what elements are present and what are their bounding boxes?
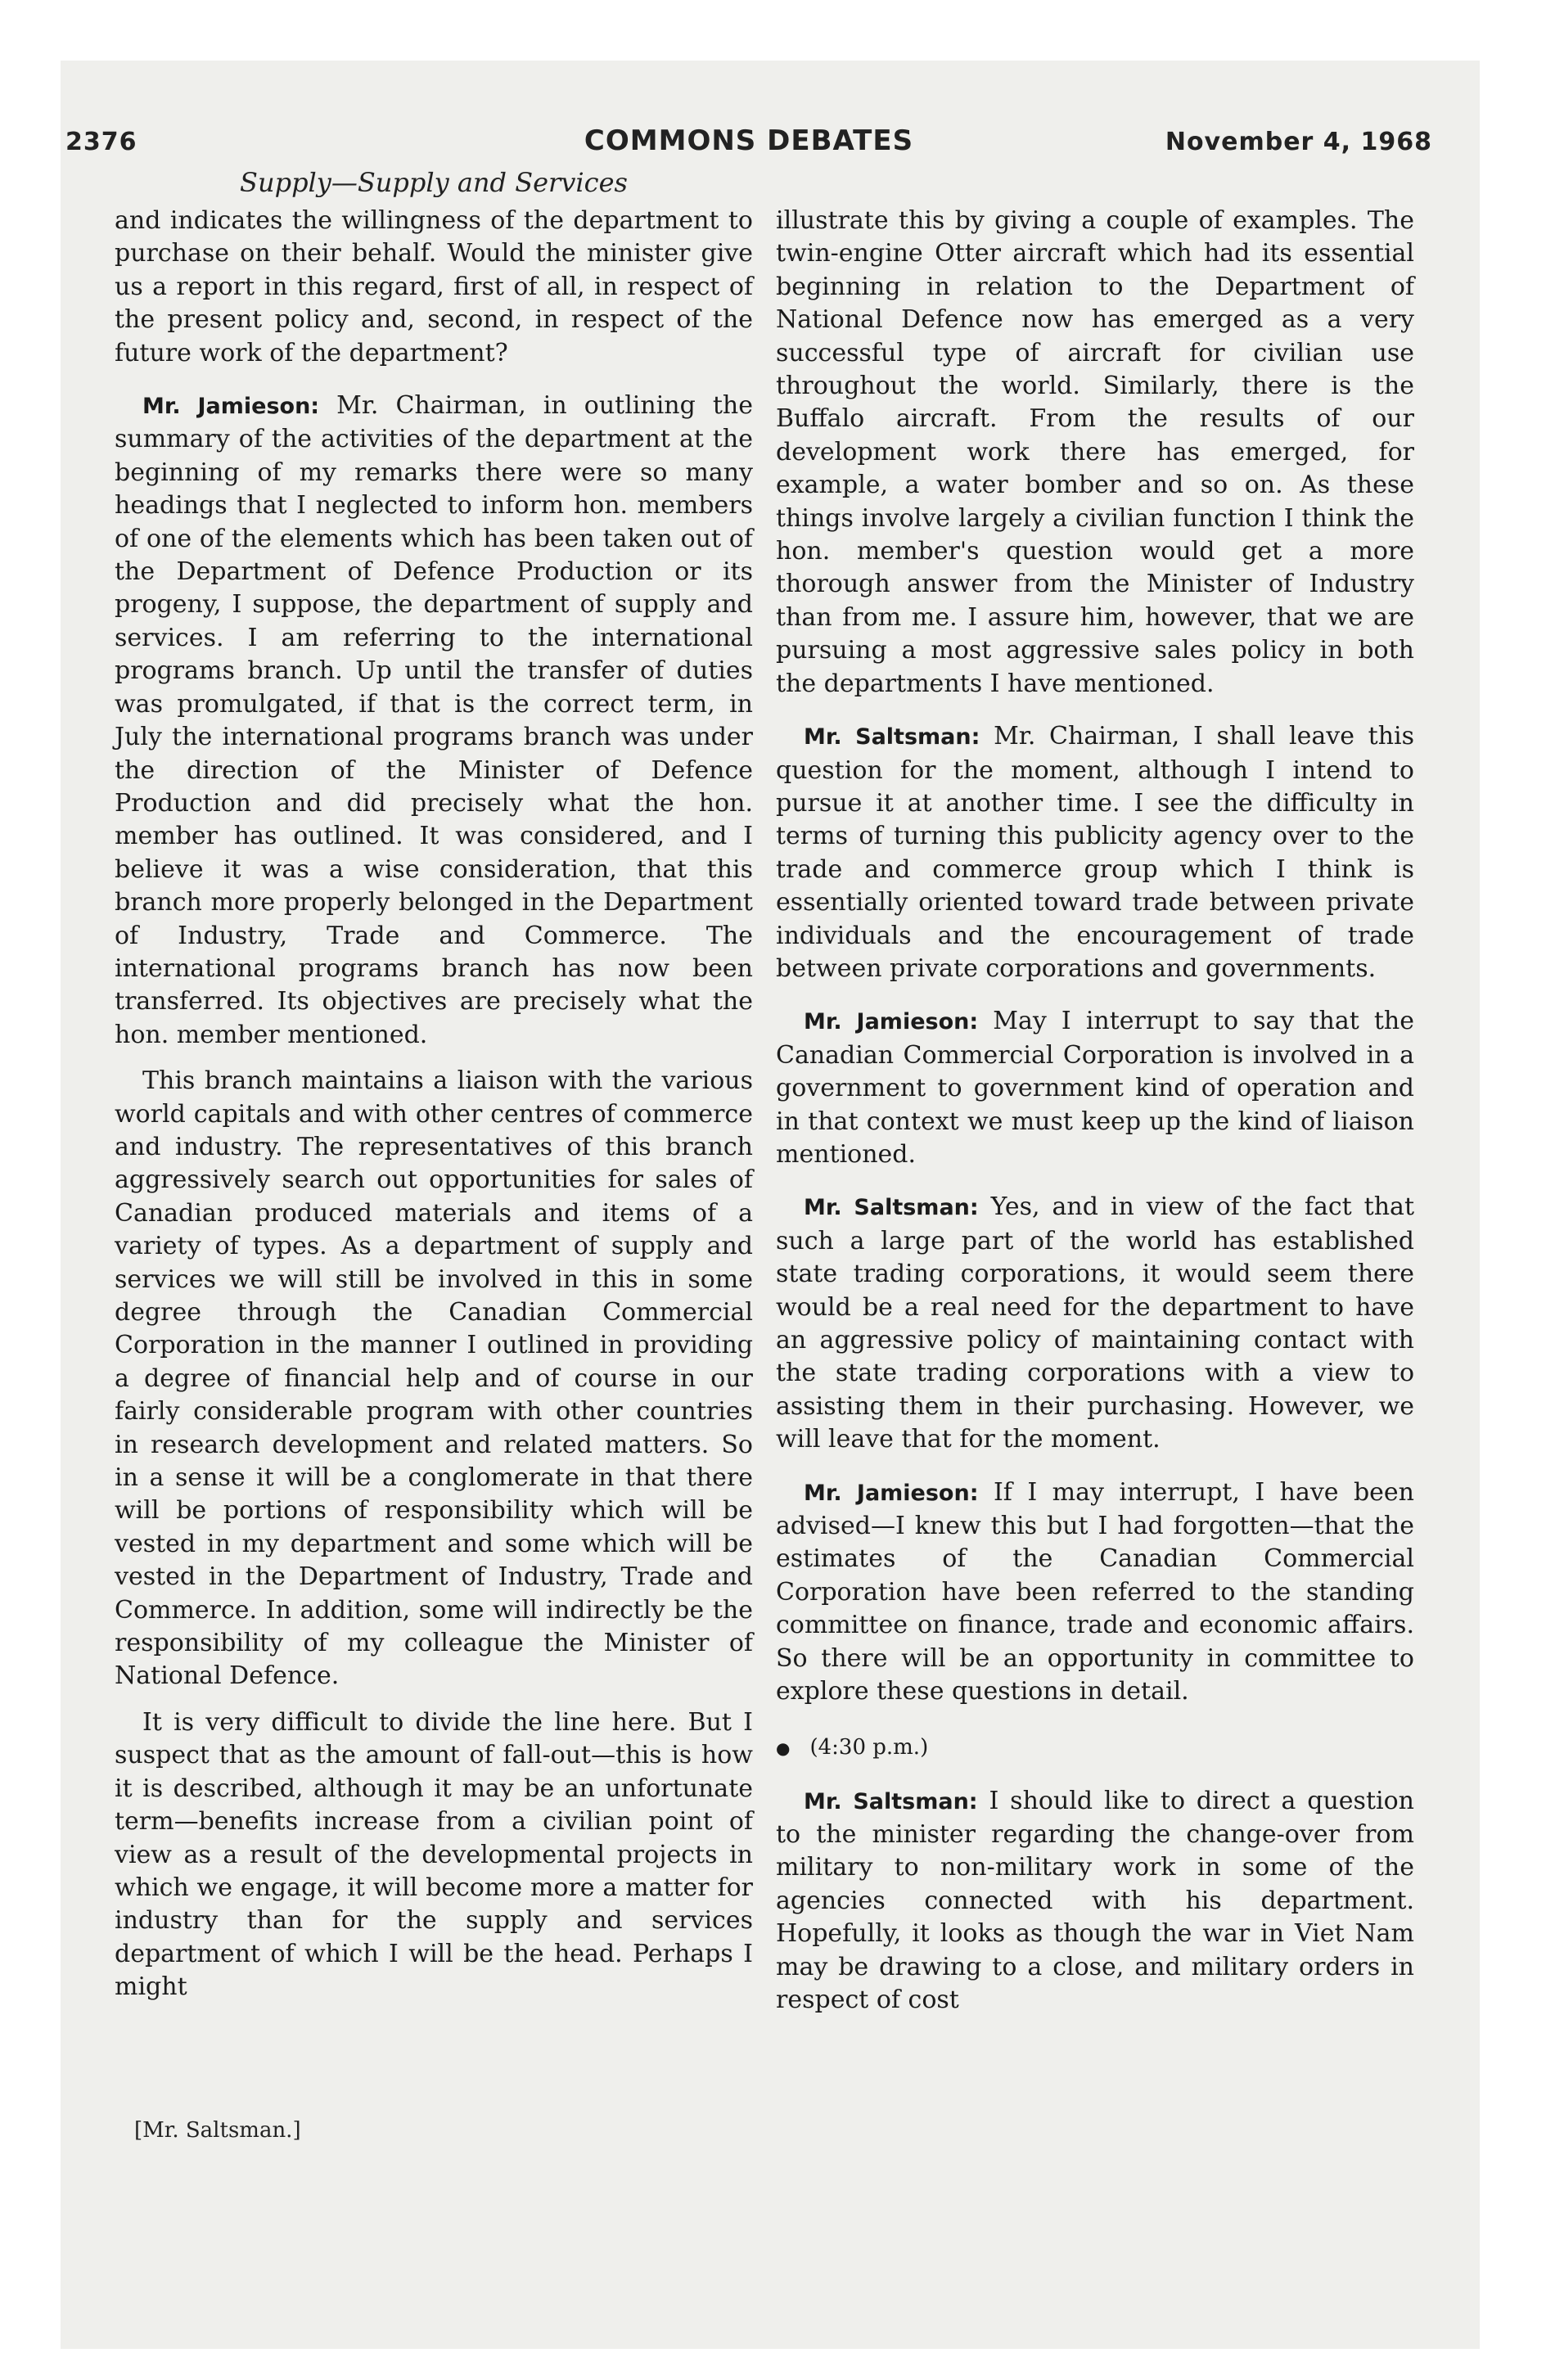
- publication-date: November 4, 1968: [1165, 128, 1432, 156]
- paragraph: It is very difficult to divide the line here. But I suspect that as the amount of fall-out—this is how it is described, although it may be an unfortunate term—benefits increase from a civilian point of view as a result of the developmental projects in which we engage, it will become more a matter for industry than for the supply and services department of which I will be the head. Perhaps I might: [115, 1707, 753, 2002]
- paragraph: [776, 1785, 1414, 2017]
- footnote: [Mr. Saltsman.]: [134, 2118, 301, 2143]
- time-marker: [776, 1731, 1414, 1765]
- right-column: [776, 205, 1414, 2017]
- publication-title: COMMONS DEBATES: [584, 124, 914, 157]
- time-marker-text: (4:30 p.m.): [809, 1735, 929, 1760]
- speech-text: May I interrupt to say that the Canadian Commercial Corporation is involved in a government to government kind of operation and in that context we must keep up the kind of liaison mentioned.: [776, 1007, 1414, 1169]
- speaker-name: Mr. Jamieson:: [142, 394, 320, 420]
- speech-text: Mr. Chairman, I shall leave this question for the moment, although I intend to pursue it at another time. I see the difficulty in terms of turning this publicity agency over to the trade and commerce group which I think is essentially oriented toward trade between private individuals and the encouragement of trade between private corporations and governments.: [776, 722, 1414, 983]
- bullet-icon: ●: [776, 1738, 791, 1759]
- paragraph: [776, 1476, 1414, 1709]
- section-subheading: Supply—Supply and Services: [240, 167, 628, 198]
- speech-text: Yes, and in view of the fact that such a large part of the world has established state trading corporations, it would seem there would be a real need for the department to have an aggressive policy of maintaining contact with the state trading corporations with a view to assisting them in their purchasing. However, we will leave that for the moment.: [776, 1192, 1414, 1454]
- page-number: 2376: [65, 128, 137, 156]
- left-column: [115, 205, 753, 2004]
- speaker-name: Mr. Saltsman:: [804, 724, 980, 751]
- speech-text: Mr. Chairman, in outlining the summary of the activities of the department at the beginning of my remarks there were so many headings that I neglected to inform hon. members of one of the elements which has been taken out of the Department of Defence Production or its progeny, I suppose, the department of supply and services. I am referring to the international programs branch. Up until the transfer of duties was promulgated, if that is the correct term, in July the international programs branch was under the direction of the Minister of Defence Production and did precisely what the hon. member has outlined. It was considered, and I believe it was a wise consideration, that this branch more properly belonged in the Department of Industry, Trade and Commerce. The international programs branch has now been transferred. Its objectives are precisely what the hon. member mentioned.: [115, 391, 753, 1049]
- paragraph: [115, 390, 753, 1052]
- speaker-name: Mr. Saltsman:: [804, 1195, 979, 1221]
- paragraph: This branch maintains a liaison with the various world capitals and with other centres of commerce and industry. The representatives of this branch aggressively search out opportunities for sales of Canadian produced materials and items of a variety of types. As a department of supply and services we will still be involved in this in some degree through the Canadian Commercial Corporation in the manner I outlined in providing a degree of financial help and of course in our fairly considerable program with other countries in research development and related matters. So in a sense it will be a conglomerate in that there will be portions of responsibility which will be vested in my department and some which will be vested in the Department of Industry, Trade and Commerce. In addition, some will indirectly be the responsibility of my colleague the Minister of National Defence.: [115, 1066, 753, 1691]
- paragraph: illustrate this by giving a couple of examples. The twin-engine Otter aircraft which had its essential beginning in relation to the Department of National Defence now has emerged as a very successful type of aircraft for civilian use throughout the world. Similarly, there is the Buffalo aircraft. From the results of our development work there has emerged, for example, a water bomber and so on. As these things involve largely a civilian function I think the hon. member's question would get a more thorough answer from the Minister of Industry than from me. I assure him, however, that we are pursuing a most aggressive sales policy in both the departments I have mentioned.: [776, 206, 1414, 698]
- paragraph: and indicates the willingness of the department to purchase on their behalf. Would the minister give us a report in this regard, first of all, in respect of the present policy and, second, in respect of the future work of the department?: [115, 206, 753, 367]
- speech-text: I should like to direct a question to the minister regarding the change-over from military to non-military work in some of the agencies connected with his department. Hopefully, it looks as though the war in Viet Nam may be drawing to a close, and military orders in respect of cost: [776, 1786, 1414, 2015]
- paragraph: [776, 720, 1414, 985]
- paragraph: [776, 1005, 1414, 1171]
- speech-text: If I may interrupt, I have been advised—I knew this but I had forgotten—that the estimates of the Canadian Commercial Corporation have been referred to the standing committee on finance, trade and economic affairs. So there will be an opportunity in committee to explore these questions in detail.: [776, 1477, 1415, 1706]
- speaker-name: Mr. Saltsman:: [804, 1788, 978, 1814]
- paragraph: [776, 1191, 1414, 1456]
- page-header: [65, 123, 1432, 164]
- speaker-name: Mr. Jamieson:: [804, 1009, 979, 1035]
- speaker-name: Mr. Jamieson:: [804, 1480, 979, 1506]
